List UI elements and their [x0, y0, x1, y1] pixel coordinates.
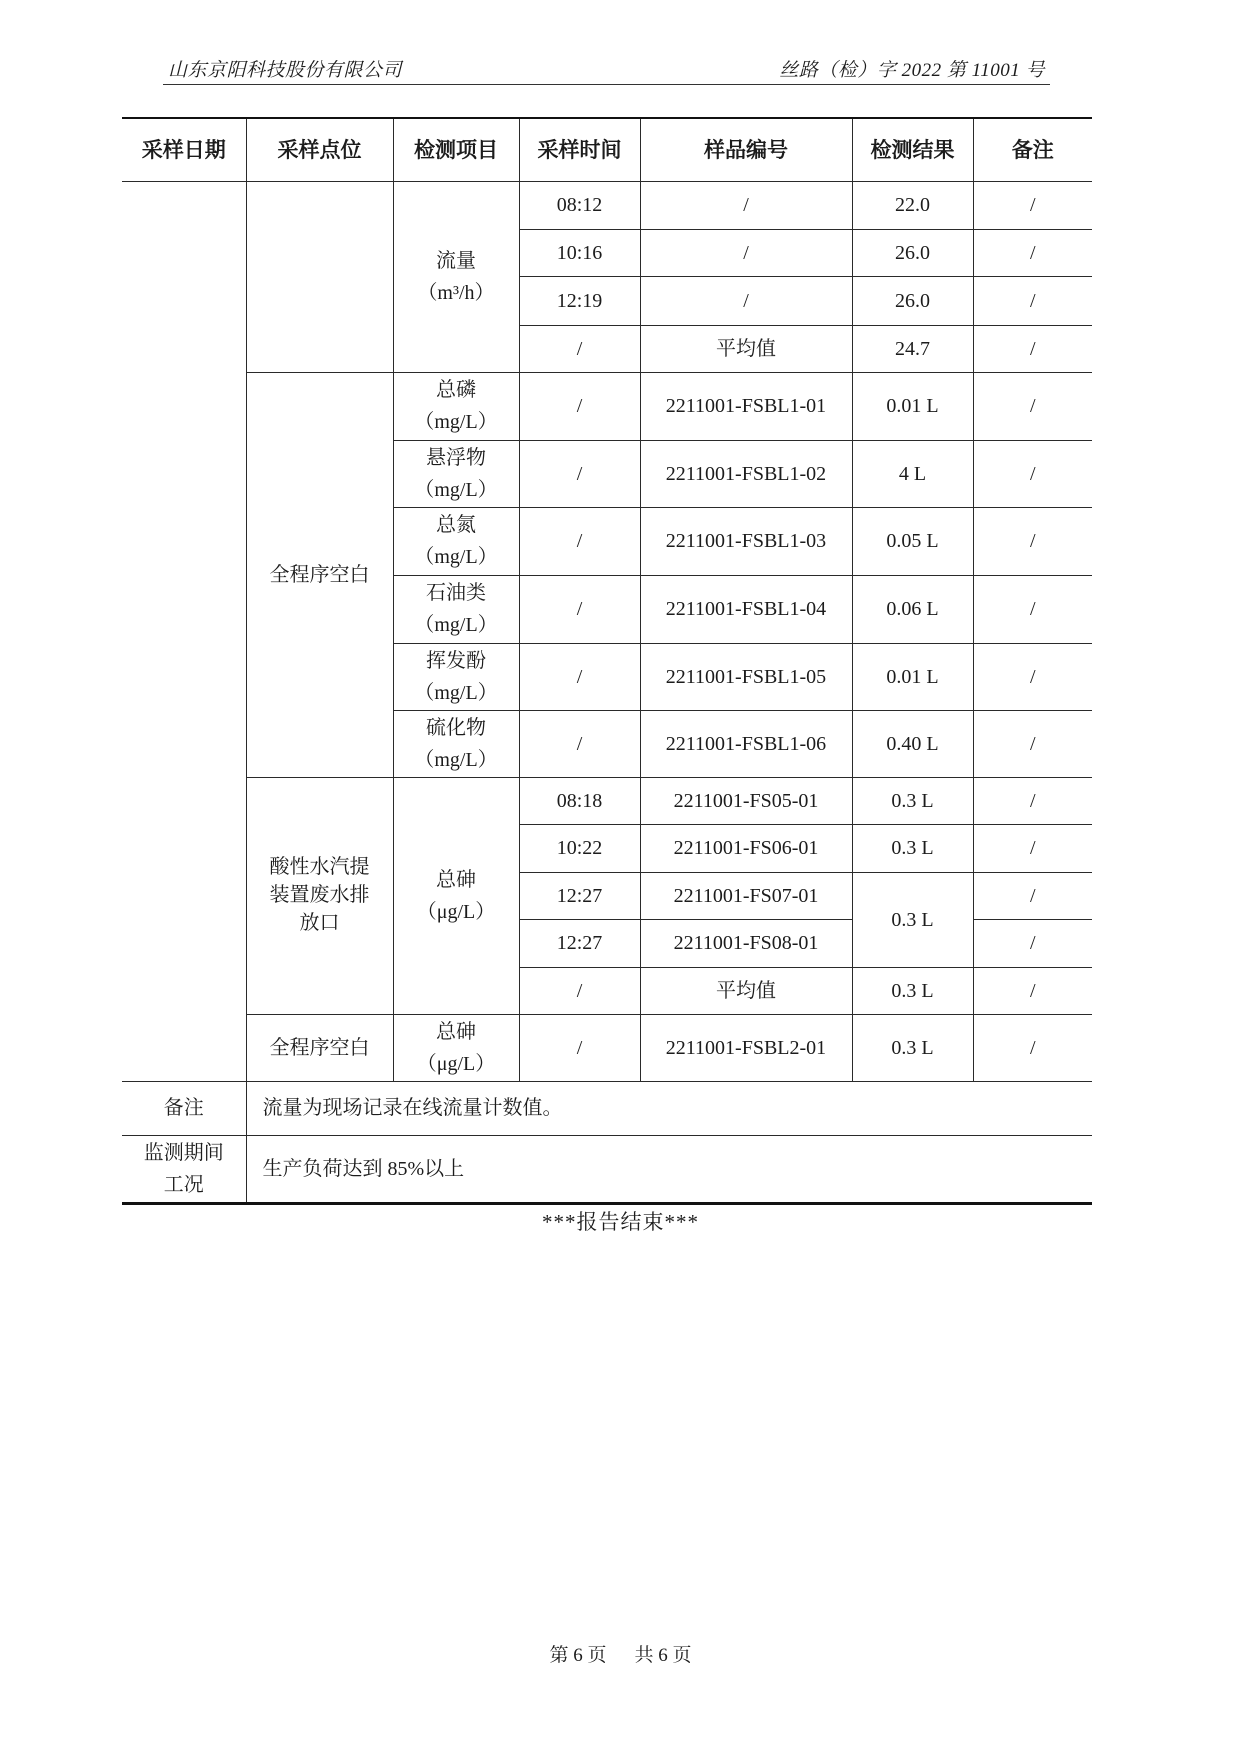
note-cell: / — [973, 824, 1092, 872]
sample-id-cell: 2211001-FSBL1-05 — [640, 643, 852, 710]
sample-id-cell: 2211001-FS07-01 — [640, 872, 852, 919]
result-cell: 26.0 — [852, 276, 973, 325]
header-divider — [163, 84, 1050, 85]
sample-id-cell: 2211001-FS08-01 — [640, 919, 852, 967]
table-row — [122, 181, 1092, 229]
result-cell: 0.3 L — [852, 1014, 973, 1081]
test-item-name: 流量 — [436, 249, 476, 272]
col-header-sampling-date: 采样日期 — [122, 118, 246, 181]
sample-id-cell: 2211001-FSBL1-02 — [640, 440, 852, 507]
conditions-label-line1: 监测期间 — [143, 1141, 224, 1164]
company-name: 山东京阳科技股份有限公司 — [168, 60, 403, 81]
table-row — [122, 1014, 1092, 1081]
note-cell: / — [973, 872, 1092, 919]
note-cell: / — [973, 440, 1092, 507]
sampling-time-cell: 10:22 — [519, 824, 640, 872]
result-cell: 0.3 L — [852, 824, 973, 872]
sampling-point-cell: 全程序空白 — [246, 372, 393, 777]
remarks-text: 流量为现场记录在线流量计数值。 — [246, 1081, 1092, 1135]
sample-id-cell: 2211001-FSBL2-01 — [640, 1014, 852, 1081]
note-cell: / — [973, 967, 1092, 1014]
sampling-point-cell — [246, 777, 393, 1014]
test-item-unit: （μg/L） — [416, 1052, 496, 1075]
sampling-time-cell: 08:18 — [519, 777, 640, 824]
sample-id-cell: 2211001-FS05-01 — [640, 777, 852, 824]
sampling-time-cell: 08:12 — [519, 181, 640, 229]
sampling-point-cell — [246, 181, 393, 372]
sampling-time-cell: / — [519, 372, 640, 440]
sample-id-cell: / — [640, 276, 852, 325]
sampling-point-name: 酸性水汽提装置废水排放口 — [269, 855, 370, 934]
test-item-unit: （m³/h） — [417, 281, 495, 304]
sample-id-cell: 2211001-FSBL1-04 — [640, 575, 852, 643]
sample-id-cell: 平均值 — [640, 325, 852, 372]
test-item-name: 总砷 — [436, 868, 476, 891]
sample-id-cell: / — [640, 181, 852, 229]
sampling-time-cell: 12:27 — [519, 919, 640, 967]
test-item-unit: （mg/L） — [414, 411, 498, 433]
sampling-time-cell: / — [519, 1014, 640, 1081]
result-cell: 0.01 L — [852, 643, 973, 710]
report-end-marker: ***报告结束*** — [542, 1210, 699, 1234]
sampling-time-cell: / — [519, 710, 640, 777]
result-cell: 0.06 L — [852, 575, 973, 643]
sampling-time-cell: / — [519, 575, 640, 643]
col-header-sampling-time: 采样时间 — [519, 118, 640, 181]
note-cell: / — [973, 325, 1092, 372]
conditions-row — [122, 1135, 1092, 1203]
result-cell: 0.3 L — [852, 967, 973, 1014]
remarks-row — [122, 1081, 1092, 1135]
note-cell: / — [973, 372, 1092, 440]
sampling-time-cell: 12:19 — [519, 276, 640, 325]
col-header-sampling-point: 采样点位 — [246, 118, 393, 181]
detection-results-table — [122, 117, 1092, 1205]
note-cell: / — [973, 276, 1092, 325]
sample-id-cell: 2211001-FS06-01 — [640, 824, 852, 872]
test-item-name: 总砷 — [436, 1020, 476, 1043]
result-cell: 0.05 L — [852, 507, 973, 575]
test-item-unit: （mg/L） — [414, 614, 498, 636]
col-header-test-item: 检测项目 — [393, 118, 519, 181]
test-item-unit: （μg/L） — [416, 900, 496, 923]
remarks-label: 备注 — [122, 1081, 246, 1135]
test-item-cell — [393, 372, 519, 440]
test-item-cell — [393, 181, 519, 372]
test-item-name: 总磷 — [436, 379, 476, 401]
test-item-cell — [393, 1014, 519, 1081]
sampling-time-cell: / — [519, 507, 640, 575]
note-cell: / — [973, 643, 1092, 710]
conditions-label-line2: 工况 — [163, 1173, 204, 1196]
sample-id-cell: 2211001-FSBL1-03 — [640, 507, 852, 575]
test-item-name: 硫化物 — [426, 716, 486, 739]
table-row — [122, 777, 1092, 824]
sampling-time-cell: / — [519, 643, 640, 710]
report-number: 丝路（检）字 2022 第 11001 号 — [779, 60, 1045, 81]
table-header-row — [122, 118, 1092, 181]
sample-id-cell: 平均值 — [640, 967, 852, 1014]
test-item-unit: （mg/L） — [414, 748, 498, 771]
test-item-cell — [393, 507, 519, 575]
col-header-result: 检测结果 — [852, 118, 973, 181]
note-cell: / — [973, 181, 1092, 229]
sample-id-cell: / — [640, 229, 852, 276]
note-cell: / — [973, 507, 1092, 575]
result-cell: 0.01 L — [852, 372, 973, 440]
note-cell: / — [973, 575, 1092, 643]
conditions-label — [122, 1135, 246, 1203]
sampling-time-cell: 12:27 — [519, 872, 640, 919]
page-total: 共 6 页 — [634, 1645, 692, 1666]
note-cell: / — [973, 229, 1092, 276]
result-cell: 26.0 — [852, 229, 973, 276]
test-item-cell — [393, 575, 519, 643]
col-header-note: 备注 — [973, 118, 1092, 181]
test-item-cell — [393, 710, 519, 777]
result-cell: 0.3 L — [852, 777, 973, 824]
sample-id-cell: 2211001-FSBL1-06 — [640, 710, 852, 777]
note-cell: / — [973, 777, 1092, 824]
sampling-time-cell: 10:16 — [519, 229, 640, 276]
test-item-unit: （mg/L） — [414, 546, 498, 568]
test-item-cell — [393, 643, 519, 710]
note-cell: / — [973, 919, 1092, 967]
sampling-time-cell: / — [519, 325, 640, 372]
col-header-sample-id: 样品编号 — [640, 118, 852, 181]
result-cell: 22.0 — [852, 181, 973, 229]
table-row — [122, 372, 1092, 440]
sample-id-cell: 2211001-FSBL1-01 — [640, 372, 852, 440]
result-cell: 24.7 — [852, 325, 973, 372]
test-item-name: 总氮 — [436, 514, 476, 536]
sampling-point-cell: 全程序空白 — [246, 1014, 393, 1081]
test-item-name: 挥发酚 — [426, 649, 486, 672]
note-cell: / — [973, 710, 1092, 777]
result-cell: 4 L — [852, 440, 973, 507]
page-number: 第 6 页 — [549, 1645, 607, 1666]
sampling-date-cell — [122, 181, 246, 1081]
test-item-unit: （mg/L） — [414, 681, 498, 704]
conditions-text: 生产负荷达到 85%以上 — [246, 1135, 1092, 1203]
sampling-time-cell: / — [519, 967, 640, 1014]
result-cell: 0.3 L — [852, 872, 973, 967]
test-item-name: 悬浮物 — [426, 446, 486, 469]
page-footer — [0, 1640, 1241, 1667]
test-item-cell — [393, 440, 519, 507]
test-item-cell — [393, 777, 519, 1014]
result-cell: 0.40 L — [852, 710, 973, 777]
test-item-unit: （mg/L） — [414, 478, 498, 501]
note-cell: / — [973, 1014, 1092, 1081]
sampling-time-cell: / — [519, 440, 640, 507]
test-item-name: 石油类 — [426, 582, 486, 604]
